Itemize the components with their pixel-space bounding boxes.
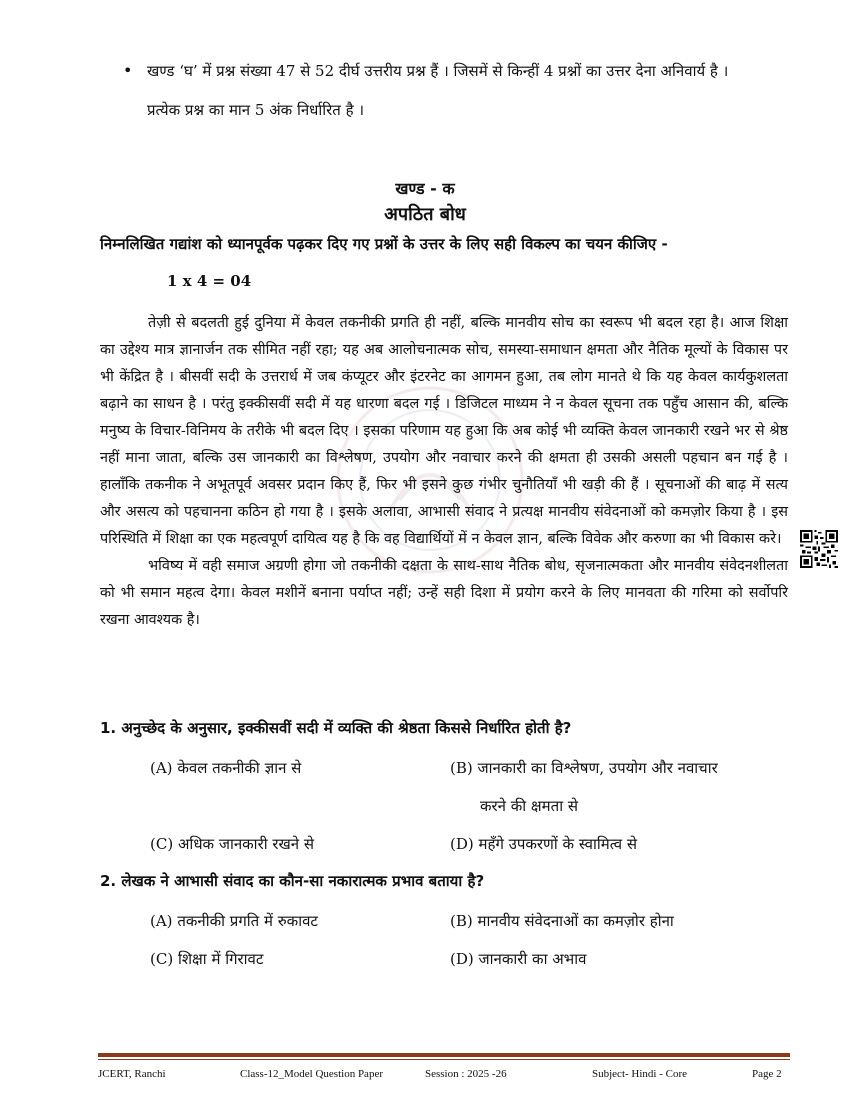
option-label: (B) xyxy=(450,759,473,777)
unseen-passage xyxy=(100,310,788,634)
option-label: (D) xyxy=(450,950,474,968)
option-label: (A) xyxy=(150,759,173,777)
section-subtitle: अपठित बोध xyxy=(384,204,466,225)
footer-rule xyxy=(98,1053,790,1057)
bullet-icon: • xyxy=(123,61,133,80)
section-title: खण्ड - क xyxy=(395,179,455,198)
footer-org: JCERT, Ranchi xyxy=(98,1068,166,1080)
question-2: 2. लेखक ने आभासी संवाद का कौन-सा नकारात्मक प्रभाव बताया है? xyxy=(100,872,485,890)
option-text: जानकारी का विश्लेषण, उपयोग और नवाचार xyxy=(477,759,718,777)
option-text: केवल तकनीकी ज्ञान से xyxy=(177,759,302,777)
option-text: महँगे उपकरणों के स्वामित्व से xyxy=(478,835,637,853)
option-text: अधिक जानकारी रखने से xyxy=(177,835,314,853)
q2-option-a xyxy=(150,910,318,932)
q1-option-a xyxy=(150,757,301,779)
option-label: (A) xyxy=(150,912,173,930)
bullet-text: खण्ड ‘घ’ में प्रश्न संख्या 47 से 52 दीर्घ उत्तरीय प्रश्न हैं । जिसमें से किन्हीं 4 प्रश्नों का उत्तर देना अनिवार्य है । xyxy=(147,62,729,80)
q1-option-b-continued: करने की क्षमता से xyxy=(480,797,578,815)
qr-code-icon xyxy=(800,530,838,568)
passage-paragraph-1: तेज़ी से बदलती हुई दुनिया में केवल तकनीकी प्रगति ही नहीं, बल्कि मानवीय सोच का स्वरूप भी बदल रहा है। आज शिक्षा का उद्देश्य मात्र ज्ञानार्जन तक सीमित नहीं रहा; यह अब आलोचनात्मक सोच, समस्या-समाधान क्षमता और नैतिक मूल्यों के विकास पर भी केंद्रित है । बीसवीं सदी के उत्तरार्ध में जब कंप्यूटर और इंटरनेट का आगमन हुआ, तब लोग मानते थे कि यह केवल कार्यकुशलता बढ़ाने का साधन है । परंतु इक्कीसवीं सदी में यह धारणा बदल गई । डिजिटल माध्यम ने न केवल सूचना तक पहुँच आसान की, बल्कि मनुष्य के विचार-विनिमय के तरीके भी बदल दिए । इसका परिणाम यह हुआ कि अब कोई भी व्यक्ति केवल जानकारी रखने भर से श्रेष्ठ नहीं माना जाता, बल्कि उस जानकारी का विश्लेषण, उपयोग और नवाचार करने की क्षमता ही उसकी असली पहचान बन गई है । हालाँकि तकनीक ने अभूतपूर्व अवसर प्रदान किए हैं, फिर भी इसने कुछ गंभीर चुनौतियाँ भी खड़ी की हैं । सूचनाओं की बाढ़ में सत्य और असत्य को पहचानना कठिन हो गया है । इसके अलावा, आभासी संवाद ने प्रत्यक्ष मानवीय संवेदनाओं को कमज़ोर किया है । इस परिस्थिति में शिक्षा का एक महत्वपूर्ण दायित्व यह है कि वह विद्यार्थियों में न केवल ज्ञान, बल्कि विवेक और करुणा का भी विकास करे। xyxy=(100,315,788,547)
q1-option-d xyxy=(450,833,637,855)
option-label: (C) xyxy=(150,950,174,968)
option-label: (D) xyxy=(450,835,474,853)
option-text: जानकारी का अभाव xyxy=(478,950,587,968)
footer-paper: Class-12_Model Question Paper xyxy=(240,1068,383,1080)
q1-option-b xyxy=(450,757,718,779)
section-instruction: निम्नलिखित गद्यांश को ध्यानपूर्वक पढ़कर दिए गए प्रश्नों के उत्तर के लिए सही विकल्प का चयन कीजिए - xyxy=(100,235,668,253)
score-formula: 1 x 4 = 04 xyxy=(167,272,252,290)
footer-page-number: Page 2 xyxy=(752,1068,782,1080)
footer-session: Session : 2025 -26 xyxy=(425,1068,507,1080)
option-label: (C) xyxy=(150,835,174,853)
q1-option-c xyxy=(150,833,314,855)
footer-rule-thin xyxy=(98,1059,790,1060)
option-text: मानवीय संवेदनाओं का कमज़ोर होना xyxy=(477,912,674,930)
question-1: 1. अनुच्छेद के अनुसार, इक्कीसवीं सदी में व्यक्ति की श्रेष्ठता किससे निर्धारित होती है? xyxy=(100,719,572,737)
q2-option-c xyxy=(150,948,263,970)
option-text: तकनीकी प्रगति में रुकावट xyxy=(177,912,318,930)
footer-subject: Subject- Hindi - Core xyxy=(592,1068,688,1080)
option-label: (B) xyxy=(450,912,473,930)
q2-option-d xyxy=(450,948,586,970)
q2-option-b xyxy=(450,910,674,932)
marks-note: प्रत्येक प्रश्न का मान 5 अंक निर्धारित है । xyxy=(147,101,365,119)
option-text: शिक्षा में गिरावट xyxy=(177,950,264,968)
passage-paragraph-2: भविष्य में वही समाज अग्रणी होगा जो तकनीकी दक्षता के साथ-साथ नैतिक बोध, सृजनात्मकता और मानवीय संवेदनशीलता को भी समान महत्व देगा। केवल मशीनें बनाना पर्याप्त नहीं; उन्हें सही दिशा में प्रयोग करने के लिए मानवता की गरिमा को सर्वोपरि रखना आवश्यक है। xyxy=(100,558,788,628)
